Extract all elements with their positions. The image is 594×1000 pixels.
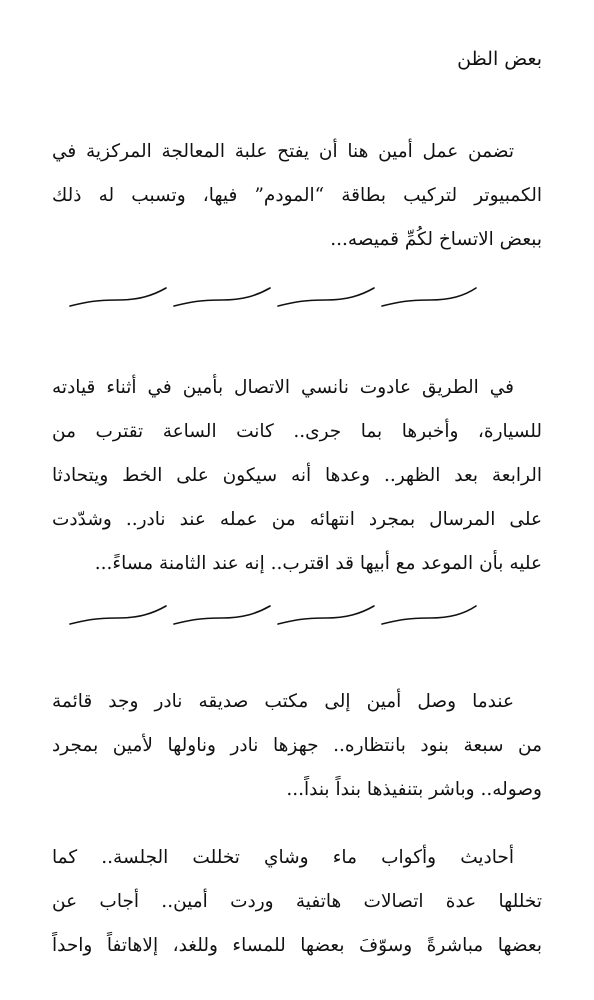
paragraph-line: في الطريق عادوت نانسي الاتصال بأمين في أثناء قيادته	[52, 377, 514, 398]
paragraph-line: وصوله.. وباشر بتنفيذها بنداً بنداً...	[286, 779, 542, 800]
paragraph-4	[52, 836, 542, 968]
paragraph-line: من سبعة بنود بانتظاره.. جهزها نادر وناولها لأمين بمجرد	[52, 735, 542, 756]
page-header: بعض الظن	[457, 48, 542, 70]
paragraph-line: على المرسال بمجرد انتهائه من عمله عند نادر.. وشدّدت	[52, 509, 542, 530]
paragraph-line: تضمن عمل أمين هنا أن يفتح علبة المعالجة المركزية في	[52, 141, 514, 162]
wave-ornament-icon	[66, 600, 480, 630]
paragraph-line: بعضها مباشرةً وسوّفَ بعضها للمساء وللغد، إلاهاتفاً واحداً	[52, 935, 542, 956]
wave-ornament-icon	[66, 282, 480, 312]
paragraph-line: أحاديث وأكواب ماء وشاي تخللت الجلسة.. كما	[52, 847, 514, 868]
paragraph-line: الرابعة بعد الظهر.. وعدها أنه سيكون على الخط ويتحادثا	[52, 465, 542, 486]
paragraph-line: عندما وصل أمين إلى مكتب صديقه نادر وجد قائمة	[52, 691, 514, 712]
ornament-divider	[66, 600, 480, 630]
paragraph-line: ببعض الاتساخ لكُمِّ قميصه...	[330, 229, 542, 250]
paragraph-line: للسيارة، وأخبرها بما جرى.. كانت الساعة تقترب من	[52, 421, 542, 442]
paragraph-1	[52, 130, 542, 262]
paragraph-line: الكمبيوتر لتركيب بطاقة “المودم” فيها، وتسبب له ذلك	[52, 185, 542, 206]
paragraph-line: عليه بأن الموعد مع أبيها قد اقترب.. إنه عند الثامنة مساءً...	[94, 553, 542, 574]
paragraph-line: تخللها عدة اتصالات هاتفية وردت أمين.. أجاب عن	[52, 891, 542, 912]
paragraph-3	[52, 680, 542, 812]
paragraph-2	[52, 366, 542, 586]
ornament-divider	[66, 282, 480, 312]
